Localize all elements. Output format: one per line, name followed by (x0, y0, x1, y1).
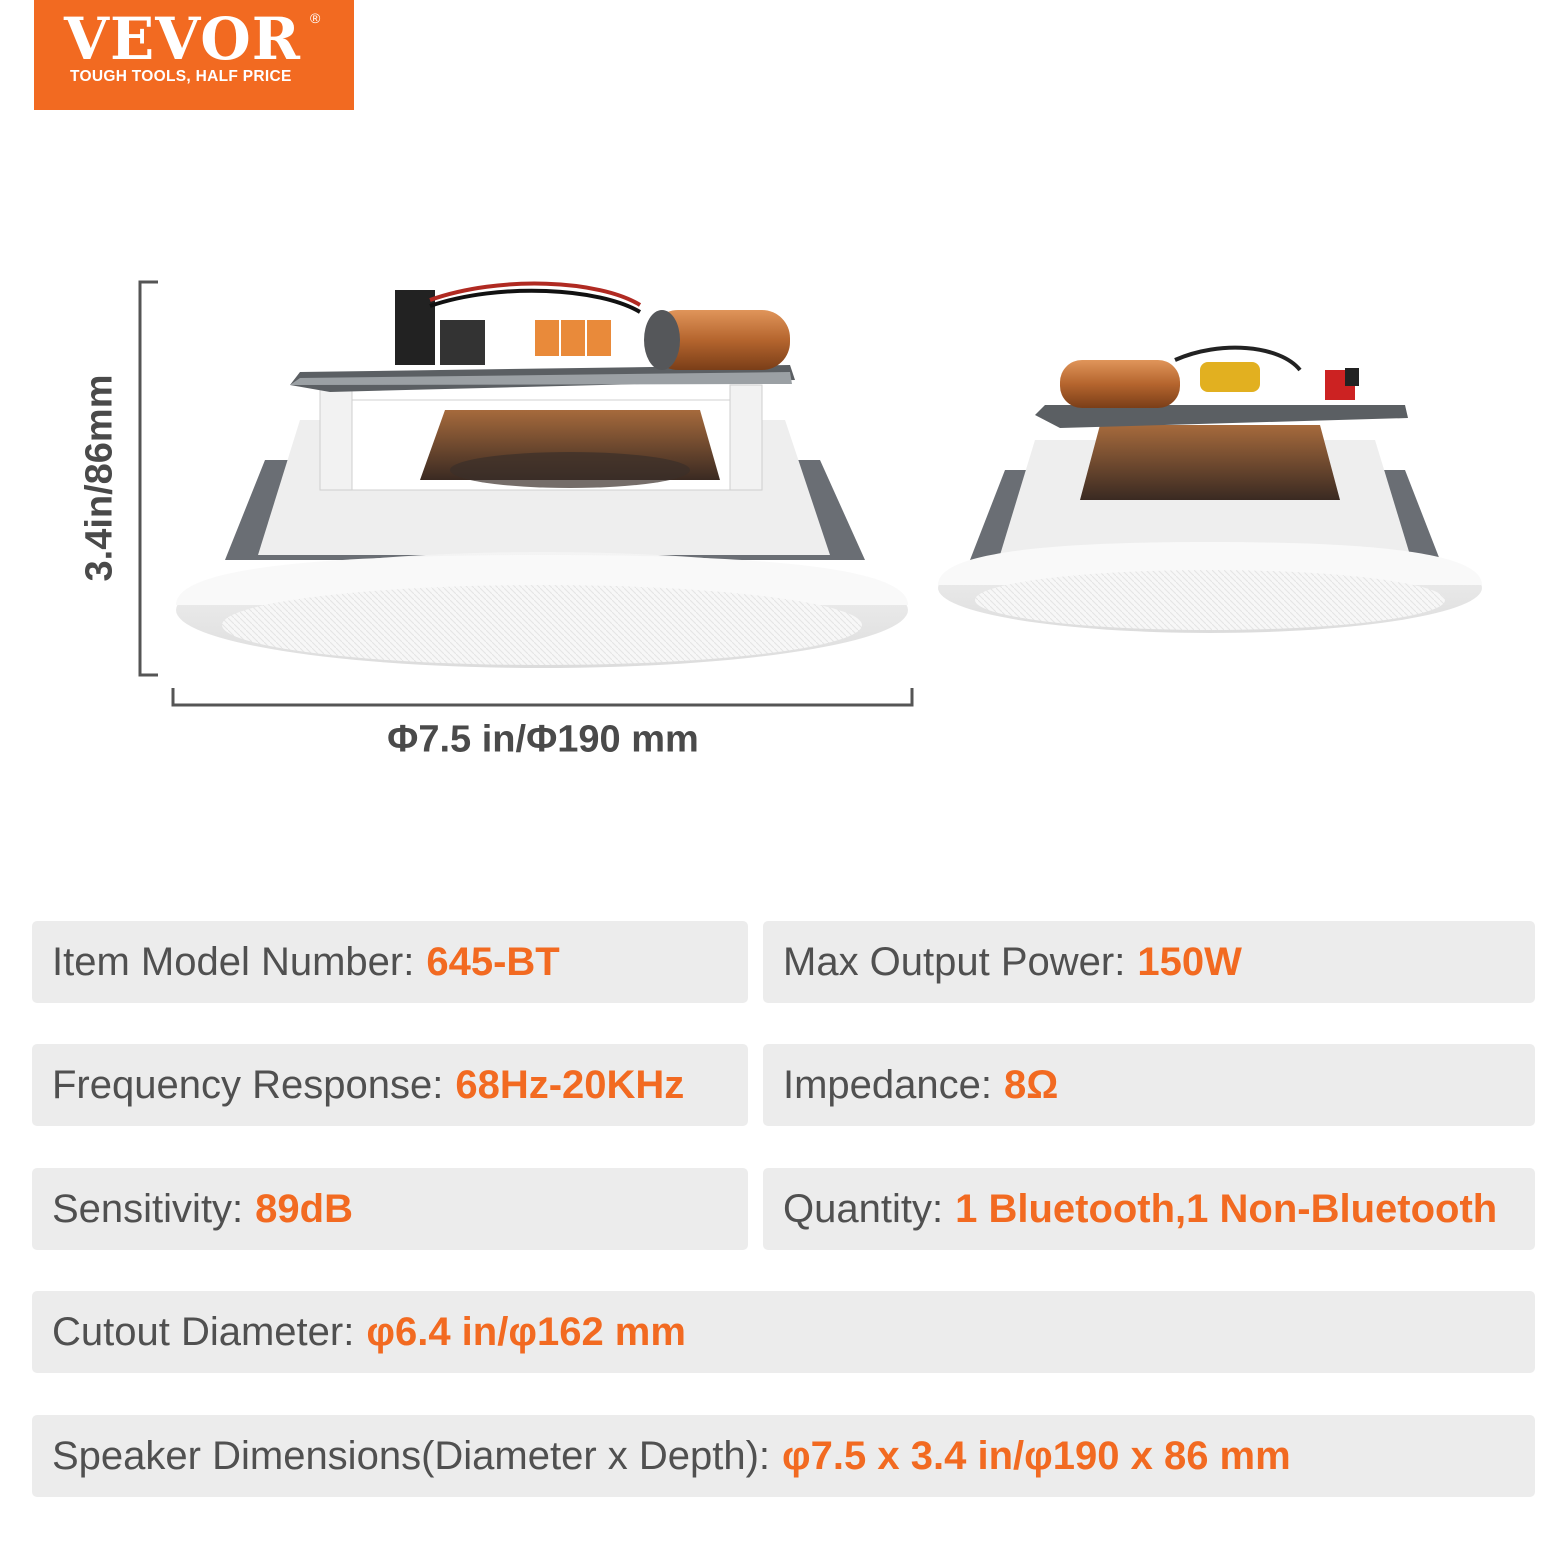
spec-value: 1 Bluetooth,1 Non-Bluetooth (955, 1186, 1498, 1231)
spec-label: Frequency Response: (52, 1062, 444, 1107)
spec-label: Cutout Diameter: (52, 1309, 355, 1354)
spec-sensitivity (32, 1168, 748, 1250)
width-dimension-bracket (173, 688, 912, 705)
spec-value: 150W (1137, 939, 1242, 984)
non-bluetooth-speaker (938, 348, 1482, 633)
height-dimension-label: 3.4in/86mm (78, 374, 121, 582)
spec-label: Item Model Number: (52, 939, 415, 984)
bluetooth-speaker (176, 284, 908, 668)
spec-value: φ7.5 x 3.4 in/φ190 x 86 mm (782, 1433, 1291, 1478)
brand-name: VEVOR (64, 5, 301, 73)
spec-value: 8Ω (1004, 1062, 1059, 1107)
spec-frequency-response (32, 1044, 748, 1126)
spec-value: φ6.4 in/φ162 mm (366, 1309, 686, 1354)
spec-quantity (763, 1168, 1535, 1250)
spec-cutout-diameter (32, 1291, 1535, 1373)
spec-label: Sensitivity: (52, 1186, 244, 1231)
spec-label: Quantity: (783, 1186, 944, 1231)
width-dimension-label: Φ7.5 in/Φ190 mm (387, 718, 699, 761)
spec-impedance (763, 1044, 1535, 1126)
brand-tagline: TOUGH TOOLS, HALF PRICE (70, 68, 292, 85)
registered-mark: ® (310, 10, 321, 26)
spec-label: Max Output Power: (783, 939, 1126, 984)
spec-value: 89dB (255, 1186, 353, 1231)
spec-label: Speaker Dimensions(Diameter x Depth): (52, 1433, 771, 1478)
spec-speaker-dimensions (32, 1415, 1535, 1497)
spec-label: Impedance: (783, 1062, 993, 1107)
height-dimension-bracket (140, 282, 158, 675)
spec-value: 645-BT (426, 939, 560, 984)
spec-max-output-power (763, 921, 1535, 1003)
spec-value: 68Hz-20KHz (455, 1062, 685, 1107)
spec-model-number (32, 921, 748, 1003)
